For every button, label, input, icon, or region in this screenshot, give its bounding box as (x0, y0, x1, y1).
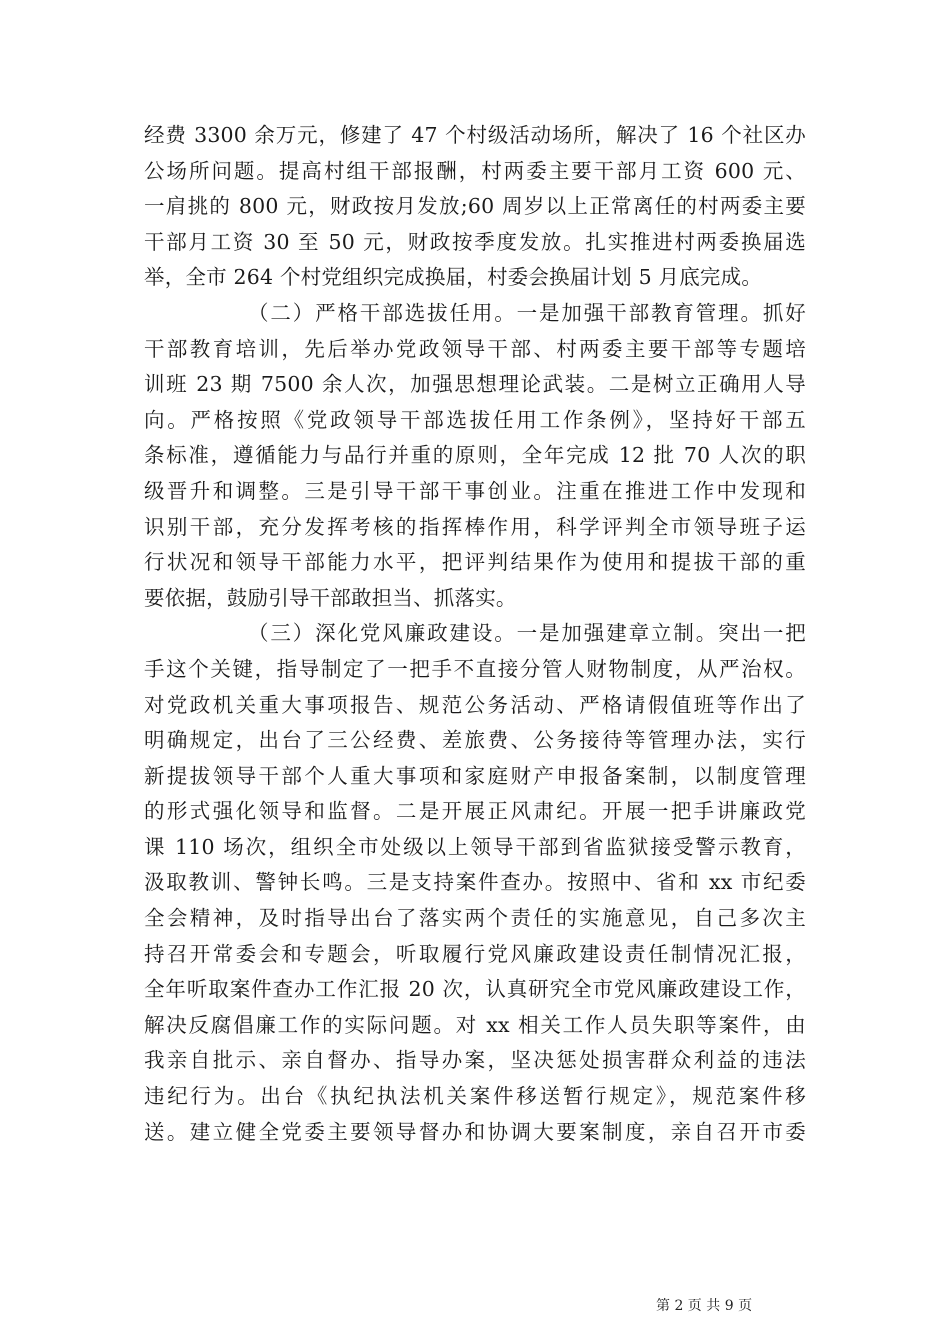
text-line: 训班 23 期 7500 余人次，加强思想理论武装。二是树立正确用人导 (144, 372, 806, 397)
section-heading-line: （三）深化党风廉政建设。一是加强建章立制。突出一把 (248, 621, 806, 646)
text-line: 违纪行为。出台《执纪执法机关案件移送暂行规定》，规范案件移 (144, 1084, 806, 1109)
text-line: 级晋升和调整。三是引导干部干事创业。注重在推进工作中发现和 (144, 478, 806, 503)
text-line: 持召开常委会和专题会，听取履行党风廉政建设责任制情况汇报， (144, 941, 806, 966)
body-text (144, 118, 806, 1150)
text-line: 解决反腐倡廉工作的实际问题。对 xx 相关工作人员失职等案件，由 (144, 1012, 806, 1037)
text-line: 送。建立健全党委主要领导督办和协调大要案制度，亲自召开市委 (144, 1119, 806, 1144)
text-line: 汲取教训、警钟长鸣。三是支持案件查办。按照中、省和 xx 市纪委 (144, 870, 806, 895)
text-line: 手这个关键，指导制定了一把手不直接分管人财物制度，从严治权。 (144, 656, 806, 681)
text-line: 课 110 场次，组织全市处级以上领导干部到省监狱接受警示教育， (144, 834, 806, 859)
text-line: 干部教育培训，先后举办党政领导干部、村两委主要干部等专题培 (144, 336, 806, 361)
text-line: 要依据，鼓励引导干部敢担当、抓落实。 (144, 585, 517, 610)
text-line: 全会精神，及时指导出台了落实两个责任的实施意见，自己多次主 (144, 906, 806, 931)
text-line: 行状况和领导干部能力水平，把评判结果作为使用和提拔干部的重 (144, 550, 806, 575)
text-line: 识别干部，充分发挥考核的指挥棒作用，科学评判全市领导班子运 (144, 514, 806, 539)
text-line: 我亲自批示、亲自督办、指导办案，坚决惩处损害群众利益的违法 (144, 1048, 806, 1073)
text-line: 经费 3300 余万元，修建了 47 个村级活动场所，解决了 16 个社区办 (144, 123, 806, 147)
text-line: 一肩挑的 800 元，财政按月发放;60 周岁以上正常离任的村两委主要 (144, 194, 806, 219)
text-line: 干部月工资 30 至 50 元，财政按季度发放。扎实推进村两委换届选 (144, 229, 806, 254)
text-line: 明确规定，出台了三公经费、差旅费、公务接待等管理办法，实行 (144, 728, 806, 753)
text-line: 新提拔领导干部个人重大事项和家庭财产申报备案制，以制度管理 (144, 763, 806, 788)
section-heading-line: （二）严格干部选拔任用。一是加强干部教育管理。抓好 (248, 300, 806, 325)
page-number: 第 2 页 共 9 页 (656, 1298, 753, 1314)
text-line: 全年听取案件查办工作汇报 20 次，认真研究全市党风廉政建设工作， (144, 977, 806, 1002)
text-line: 条标准，遵循能力与品行并重的原则，全年完成 12 批 70 人次的职 (144, 443, 806, 468)
text-line: 向。严格按照《党政领导干部选拔任用工作条例》，坚持好干部五 (144, 407, 806, 432)
text-line: 举，全市 264 个村党组织完成换届，村委会换届计划 5 月底完成。 (144, 265, 763, 290)
text-line: 对党政机关重大事项报告、规范公务活动、严格请假值班等作出了 (144, 692, 806, 717)
text-line: 的形式强化领导和监督。二是开展正风肃纪。开展一把手讲廉政党 (144, 799, 806, 824)
text-line: 公场所问题。提高村组干部报酬，村两委主要干部月工资 600 元、 (144, 158, 806, 183)
